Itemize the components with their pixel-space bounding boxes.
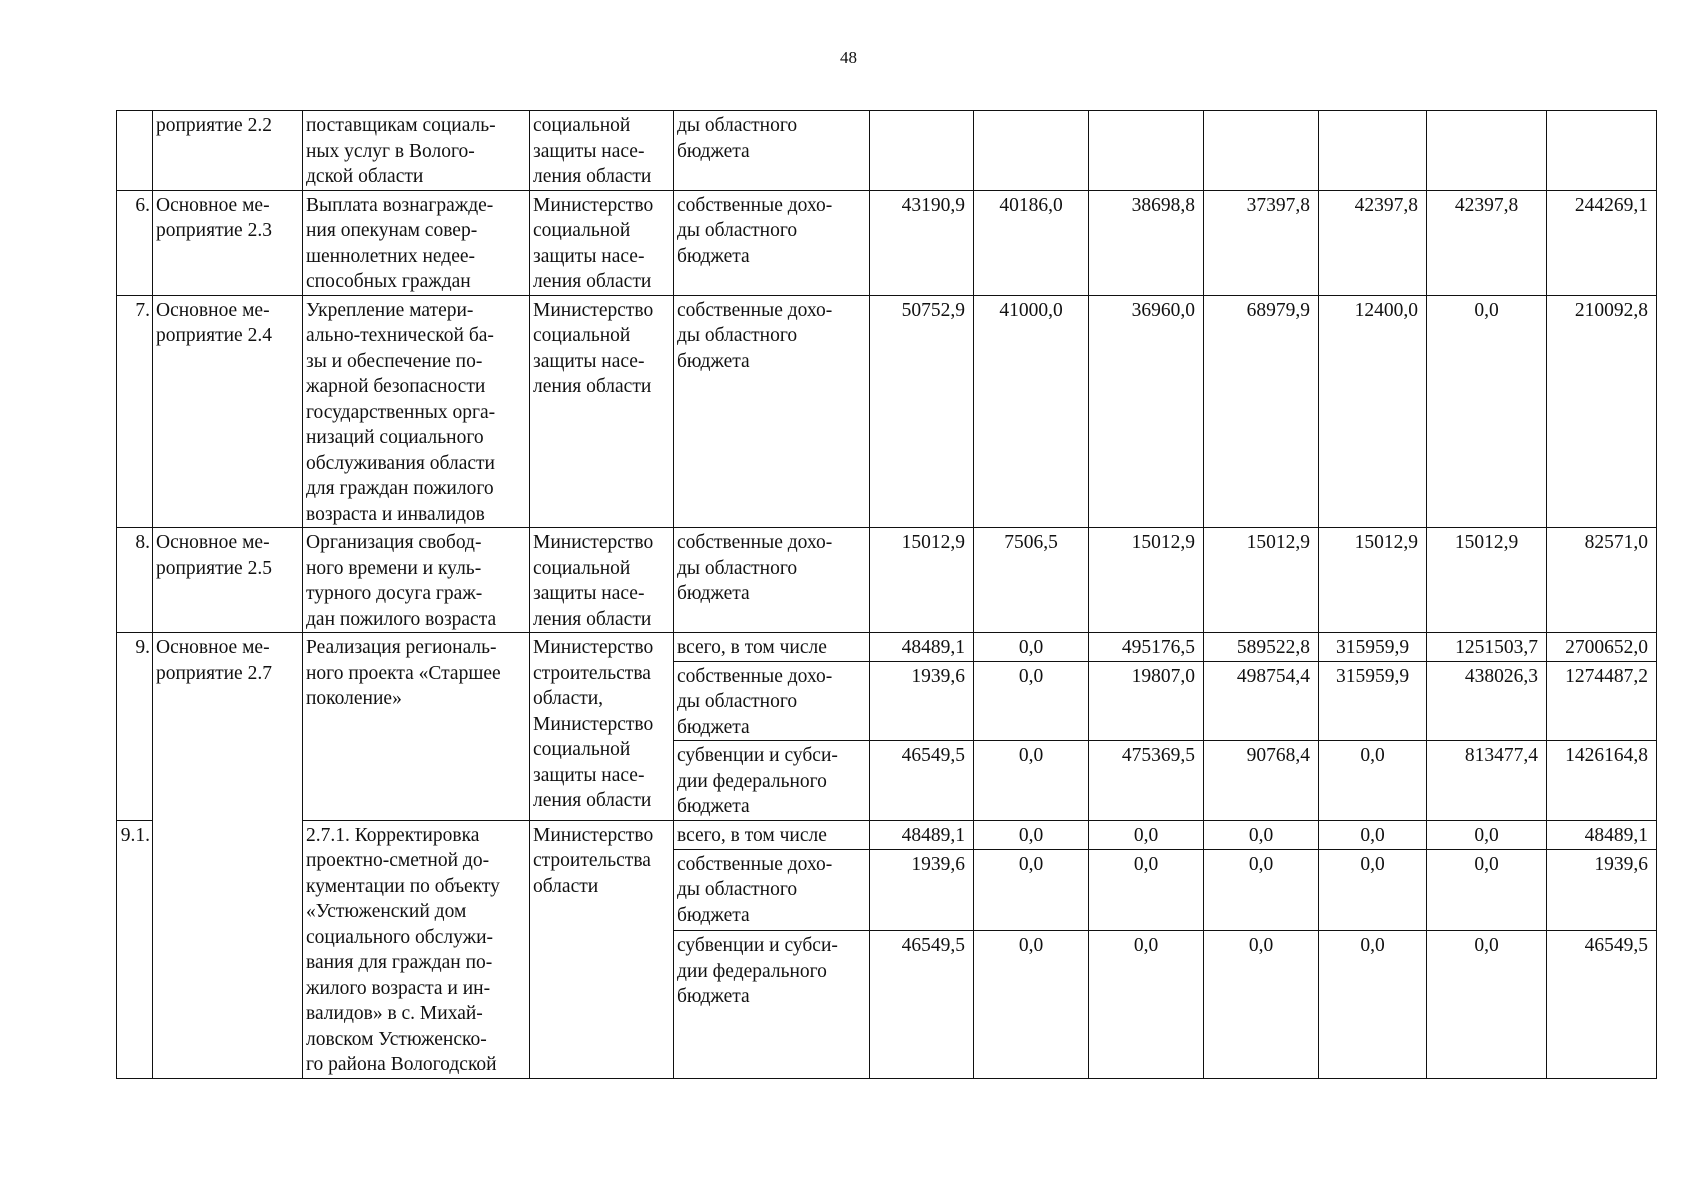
value-cell: 15012,9 bbox=[1319, 528, 1427, 633]
event-name-cell: Укрепление матери- ально-технической ба- зы и обеспечение по- жарной безопасности государственных орга- низаций социального обслуживания области для граждан пожилого возраста и инвалидов bbox=[303, 295, 530, 528]
value-cell: 0,0 bbox=[974, 633, 1089, 662]
row-number: 8. bbox=[117, 528, 153, 633]
table-row bbox=[117, 295, 1657, 528]
event-cell: Основное ме- роприятие 2.3 bbox=[153, 190, 303, 295]
value-cell: 0,0 bbox=[974, 820, 1089, 849]
executor-cell: Министерство строительства области bbox=[530, 820, 674, 1078]
funding-source-cell: собственные дохо- ды областного бюджета bbox=[674, 849, 870, 930]
value-cell: 315959,9 bbox=[1319, 633, 1427, 662]
value-cell: 90768,4 bbox=[1204, 741, 1319, 821]
value-cell bbox=[1427, 111, 1547, 191]
value-cell: 0,0 bbox=[1427, 295, 1547, 528]
funding-source-cell: собственные дохо- ды областного бюджета bbox=[674, 190, 870, 295]
funding-source-cell: всего, в том числе bbox=[674, 633, 870, 662]
value-cell: 15012,9 bbox=[1089, 528, 1204, 633]
value-cell: 42397,8 bbox=[1319, 190, 1427, 295]
value-cell: 0,0 bbox=[974, 741, 1089, 821]
value-cell: 0,0 bbox=[1427, 931, 1547, 1078]
funding-source-cell: субвенции и субси- дии федерального бюджета bbox=[674, 931, 870, 1078]
value-cell: 1939,6 bbox=[870, 661, 974, 741]
value-cell: 1251503,7 bbox=[1427, 633, 1547, 662]
event-name-cell: Организация свобод- ного времени и куль- турного досуга граж- дан пожилого возраста bbox=[303, 528, 530, 633]
event-cell: Основное ме- роприятие 2.5 bbox=[153, 528, 303, 633]
value-cell: 46549,5 bbox=[870, 741, 974, 821]
row-number bbox=[117, 111, 153, 191]
event-name-cell: поставщикам социаль- ных услуг в Волого- дской области bbox=[303, 111, 530, 191]
program-table bbox=[116, 110, 1657, 1079]
value-cell: 42397,8 bbox=[1427, 190, 1547, 295]
value-cell: 0,0 bbox=[974, 661, 1089, 741]
value-cell: 0,0 bbox=[1204, 931, 1319, 1078]
value-cell: 15012,9 bbox=[870, 528, 974, 633]
value-cell: 68979,9 bbox=[1204, 295, 1319, 528]
funding-source-cell: всего, в том числе bbox=[674, 820, 870, 849]
value-cell bbox=[1089, 111, 1204, 191]
value-cell: 15012,9 bbox=[1427, 528, 1547, 633]
value-cell: 50752,9 bbox=[870, 295, 974, 528]
funding-source-cell: субвенции и субси- дии федерального бюджета bbox=[674, 741, 870, 821]
value-cell: 0,0 bbox=[1427, 820, 1547, 849]
value-cell: 0,0 bbox=[1319, 741, 1427, 821]
value-cell: 48489,1 bbox=[870, 633, 974, 662]
value-cell: 589522,8 bbox=[1204, 633, 1319, 662]
value-cell: 41000,0 bbox=[974, 295, 1089, 528]
value-cell: 48489,1 bbox=[870, 820, 974, 849]
value-cell: 498754,4 bbox=[1204, 661, 1319, 741]
table-row bbox=[117, 633, 1657, 662]
row-number: 7. bbox=[117, 295, 153, 528]
value-cell: 244269,1 bbox=[1547, 190, 1657, 295]
value-cell: 36960,0 bbox=[1089, 295, 1204, 528]
table-row bbox=[117, 190, 1657, 295]
value-cell: 48489,1 bbox=[1547, 820, 1657, 849]
value-cell: 2700652,0 bbox=[1547, 633, 1657, 662]
value-cell: 38698,8 bbox=[1089, 190, 1204, 295]
value-cell bbox=[1204, 111, 1319, 191]
value-cell bbox=[1319, 111, 1427, 191]
value-cell: 7506,5 bbox=[974, 528, 1089, 633]
value-cell: 0,0 bbox=[1204, 820, 1319, 849]
event-cell: Основное ме- роприятие 2.7 bbox=[153, 633, 303, 1079]
value-cell: 12400,0 bbox=[1319, 295, 1427, 528]
value-cell: 210092,8 bbox=[1547, 295, 1657, 528]
value-cell: 19807,0 bbox=[1089, 661, 1204, 741]
value-cell: 43190,9 bbox=[870, 190, 974, 295]
funding-source-cell: собственные дохо- ды областного бюджета bbox=[674, 661, 870, 741]
event-name-cell: Выплата вознагражде- ния опекунам совер- шеннолетних недее- способных граждан bbox=[303, 190, 530, 295]
value-cell: 0,0 bbox=[1089, 931, 1204, 1078]
value-cell: 475369,5 bbox=[1089, 741, 1204, 821]
value-cell: 0,0 bbox=[1204, 849, 1319, 930]
funding-source-cell: ды областного бюджета bbox=[674, 111, 870, 191]
value-cell: 46549,5 bbox=[870, 931, 974, 1078]
value-cell bbox=[974, 111, 1089, 191]
table-row bbox=[117, 820, 1657, 849]
table-row bbox=[117, 111, 1657, 191]
value-cell: 1939,6 bbox=[870, 849, 974, 930]
value-cell: 0,0 bbox=[1319, 820, 1427, 849]
value-cell: 0,0 bbox=[974, 849, 1089, 930]
event-cell: Основное ме- роприятие 2.4 bbox=[153, 295, 303, 528]
executor-cell: социальной защиты насе- ления области bbox=[530, 111, 674, 191]
value-cell: 37397,8 bbox=[1204, 190, 1319, 295]
funding-source-cell: собственные дохо- ды областного бюджета bbox=[674, 295, 870, 528]
table-row bbox=[117, 528, 1657, 633]
value-cell: 40186,0 bbox=[974, 190, 1089, 295]
value-cell: 46549,5 bbox=[1547, 931, 1657, 1078]
value-cell: 1274487,2 bbox=[1547, 661, 1657, 741]
value-cell: 0,0 bbox=[1319, 849, 1427, 930]
page-number: 48 bbox=[840, 48, 857, 67]
value-cell: 15012,9 bbox=[1204, 528, 1319, 633]
executor-cell: Министерство социальной защиты насе- ления области bbox=[530, 528, 674, 633]
event-name-cell: 2.7.1. Корректировка проектно-сметной до- кументации по объекту «Устюженский дом социального обслужи- вания для граждан по- жилого возраста и ин- валидов» в с. Михай- ловском Устюженско- го района Вологодской bbox=[303, 820, 530, 1078]
value-cell: 0,0 bbox=[974, 931, 1089, 1078]
value-cell: 0,0 bbox=[1089, 849, 1204, 930]
value-cell: 0,0 bbox=[1427, 849, 1547, 930]
value-cell: 82571,0 bbox=[1547, 528, 1657, 633]
row-number: 6. bbox=[117, 190, 153, 295]
value-cell: 438026,3 bbox=[1427, 661, 1547, 741]
value-cell: 0,0 bbox=[1089, 820, 1204, 849]
value-cell: 1426164,8 bbox=[1547, 741, 1657, 821]
value-cell: 315959,9 bbox=[1319, 661, 1427, 741]
row-number: 9. bbox=[117, 633, 153, 821]
event-name-cell: Реализация региональ- ного проекта «Старшее поколение» bbox=[303, 633, 530, 821]
value-cell: 495176,5 bbox=[1089, 633, 1204, 662]
value-cell bbox=[870, 111, 974, 191]
value-cell bbox=[1547, 111, 1657, 191]
funding-source-cell: собственные дохо- ды областного бюджета bbox=[674, 528, 870, 633]
event-cell: роприятие 2.2 bbox=[153, 111, 303, 191]
value-cell: 1939,6 bbox=[1547, 849, 1657, 930]
executor-cell: Министерство строительства области, Министерство социальной защиты насе- ления области bbox=[530, 633, 674, 821]
executor-cell: Министерство социальной защиты насе- ления области bbox=[530, 190, 674, 295]
value-cell: 813477,4 bbox=[1427, 741, 1547, 821]
executor-cell: Министерство социальной защиты насе- ления области bbox=[530, 295, 674, 528]
value-cell: 0,0 bbox=[1319, 931, 1427, 1078]
row-number: 9.1. bbox=[117, 820, 153, 1078]
